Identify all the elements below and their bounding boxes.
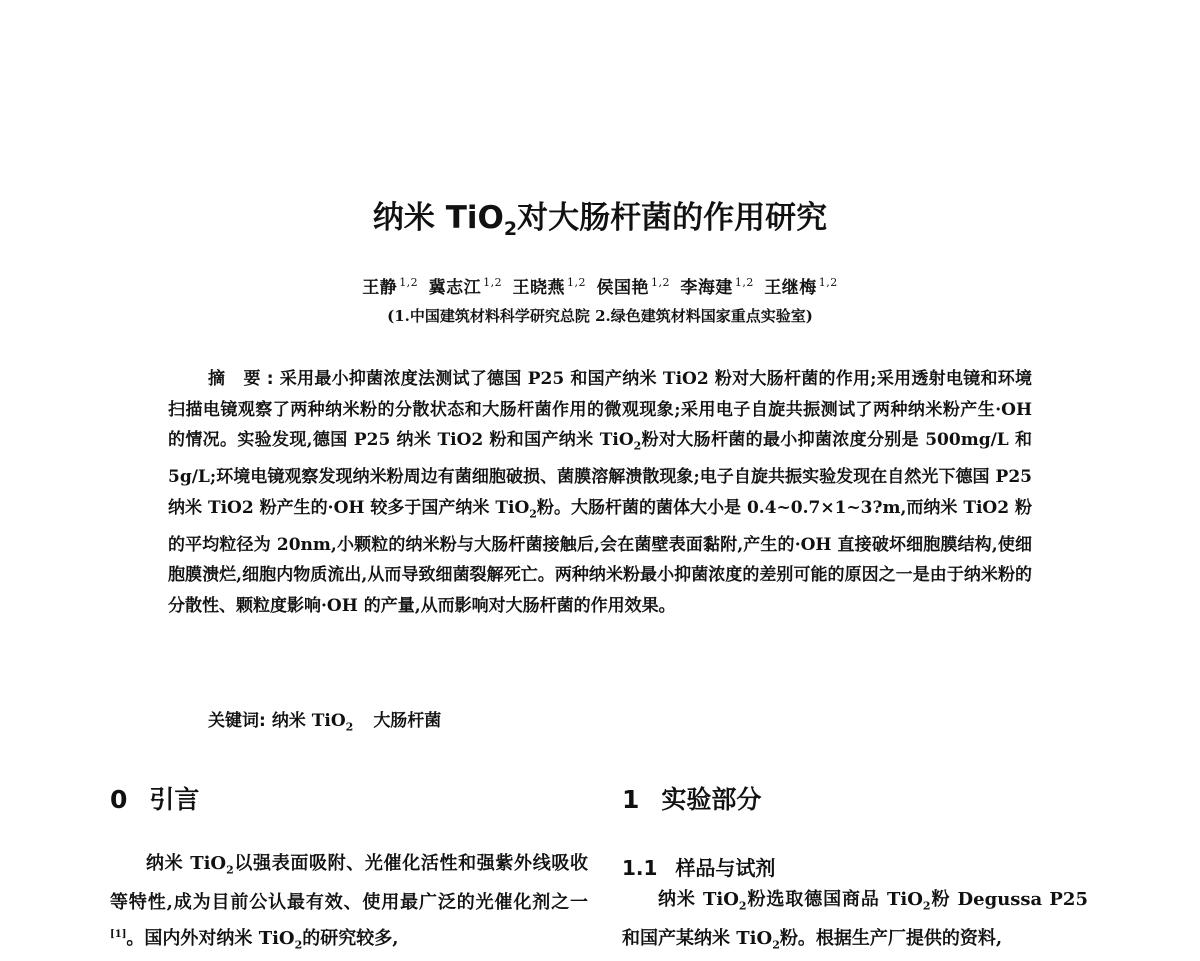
author: 冀志江 $^{1,2}$ xyxy=(428,276,503,298)
samples-text: 纳米 TiO$_2$粉选取德国商品 TiO$_2$粉 Degussa P25 和国产某纳米 TiO$_2$粉。根据生产厂提供的资料, xyxy=(622,889,1088,952)
abstract-label: 摘 要: xyxy=(208,369,280,389)
citation: [1] xyxy=(110,928,127,940)
keyword: 纳米 TiO$_2$ xyxy=(271,711,354,734)
section-heading-introduction: 0 引言 xyxy=(110,785,200,814)
affiliation: (1.中国建筑材料科学研究总院 2.绿色建筑材料国家重点实验室) xyxy=(387,307,813,325)
abstract: 摘 要:采用最小抑菌浓度法测试了德国 P25 和国产纳米 TiO2 粉对大肠杆菌的作用;采用透射电镜和环境扫描电镜观察了两种纳米粉的分散状态和大肠杆菌作用的微观现象;采用电子自旋共振测试了两种纳米粉产生·OH 的情况。实验发现,德国 P25 纳米 TiO2 粉和国产纳米 TiO$_2$粉对大肠杆菌的最小抑菌浓度分别是 500mg/L 和 5g/L;环境电镜观察发现纳米粉周边有菌细胞破损、菌膜溶解溃散现象;电子自旋共振实验发现在自然光下德国 P25 纳米 TiO2 粉产生的·OH 较多于国产纳米 TiO$_2$粉。大肠杆菌的菌体大小是 0.4~0.7×1~3?m,而纳米 TiO2 粉的平均粒径为 20nm,小颗粒的纳米粉与大肠杆菌接触后,会在菌壁表面黏附,产生的·OH 直接破坏细胞膜结构,使细胞膜溃烂,细胞内物质流出,从而导致细菌裂解死亡。两种纳米粉最小抑菌浓度的差别可能的原因之一是由于纳米粉的分散性、颗粒度影响·OH 的产量,从而影响对大肠杆菌的作用效果。 xyxy=(168,369,1033,616)
introduction-text: 纳米 TiO$_2$以强表面吸附、光催化活性和强紫外线吸收等特性,成为目前公认最有效、使用最广泛的光催化剂之一[1]。国内外对纳米 TiO$_2$的研究较多, xyxy=(110,853,588,952)
section-heading-experimental: 1 实验部分 xyxy=(622,785,762,814)
paper-title: 纳米 TiO$_2$对大肠杆菌的作用研究 xyxy=(372,200,828,241)
subsection-heading-samples: 1.1 样品与试剂 xyxy=(622,856,776,880)
keyword: 大肠杆菌 xyxy=(373,711,442,731)
author: 李海建 $^{1,2}$ xyxy=(680,276,754,298)
author: 王静 $^{1,2}$ xyxy=(362,276,419,298)
author: 王晓燕 $^{1,2}$ xyxy=(512,276,587,298)
keywords-label: 关键词: xyxy=(208,711,266,731)
author: 王继梅 $^{1,2}$ xyxy=(764,276,838,298)
author-list xyxy=(0,273,1200,298)
keywords xyxy=(208,706,455,733)
author: 侯国艳 $^{1,2}$ xyxy=(596,276,670,298)
